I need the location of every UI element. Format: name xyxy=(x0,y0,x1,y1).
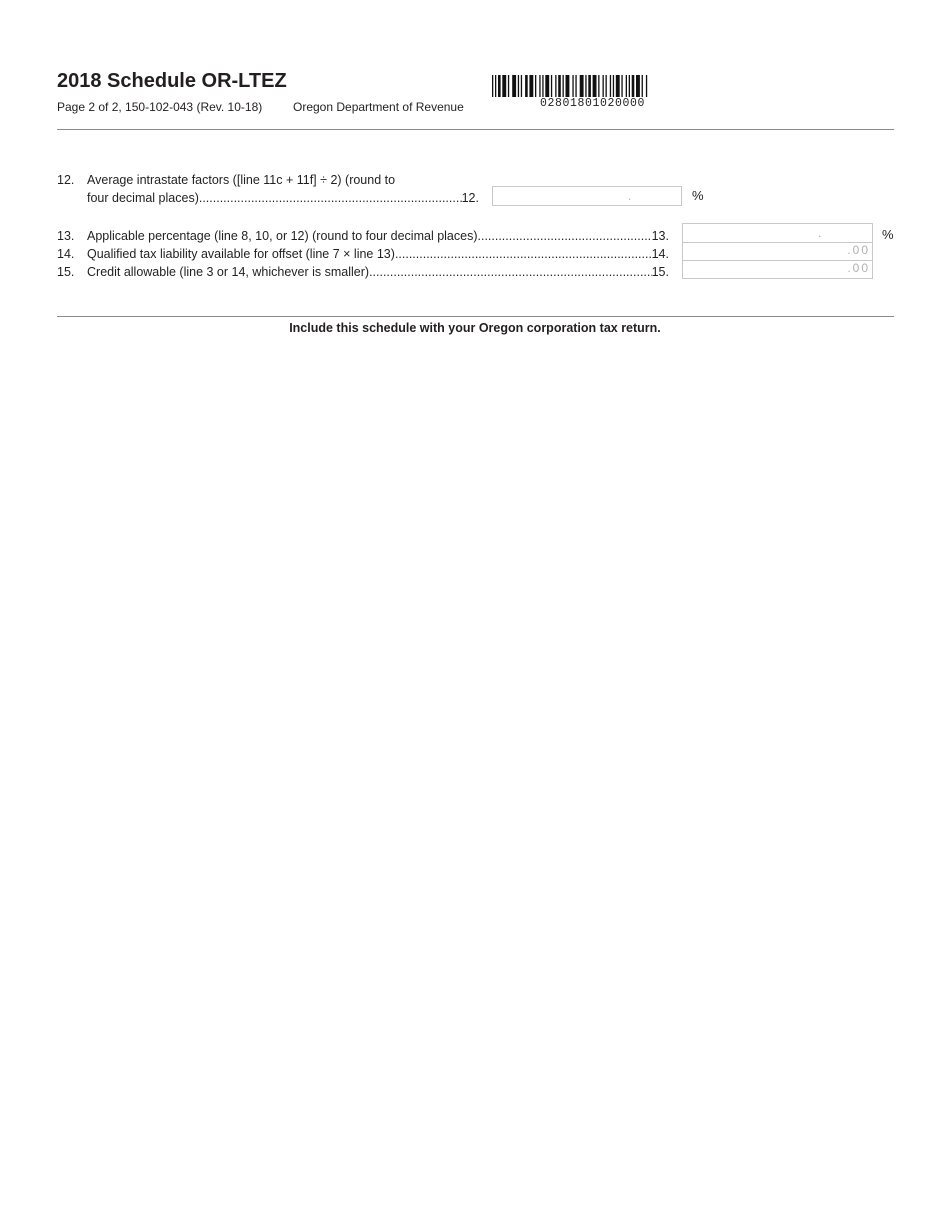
line-ref: 12. xyxy=(461,191,479,205)
barcode-bar xyxy=(610,75,611,97)
barcode-bar xyxy=(512,75,516,97)
form-subtitle: Page 2 of 2, 150-102-043 (Rev. 10-18) xyxy=(57,100,263,114)
percent-sign: % xyxy=(882,227,894,242)
line-number: 13. xyxy=(57,229,75,243)
barcode-bar xyxy=(551,75,552,97)
barcode-bar xyxy=(542,75,543,97)
barcode-bar xyxy=(642,75,643,97)
barcode-bar xyxy=(502,75,506,97)
line-15 xyxy=(57,265,669,279)
barcode-bar xyxy=(566,75,570,97)
line-ref: 15. xyxy=(651,265,669,279)
line-ref: 13. xyxy=(651,229,669,243)
dot-leader xyxy=(478,229,652,243)
dot-leader xyxy=(369,265,652,279)
barcode-bar xyxy=(585,75,586,97)
barcode-bar xyxy=(508,75,509,97)
line-12-input[interactable] xyxy=(492,186,682,206)
dot-leader xyxy=(395,247,652,261)
decimal-placeholder: . xyxy=(628,189,634,203)
line-13 xyxy=(57,229,669,243)
barcode-bar xyxy=(539,75,540,97)
barcode-bar xyxy=(572,75,573,97)
barcode-bar xyxy=(626,75,627,97)
barcode-bar xyxy=(492,75,493,97)
line-label: Applicable percentage (line 8, 10, or 12) (round to four decimal places) xyxy=(87,229,478,243)
cents-placeholder: .00 xyxy=(847,243,870,257)
barcode-bar xyxy=(563,75,564,97)
department-name: Oregon Department of Revenue xyxy=(293,100,464,114)
barcode-bar xyxy=(646,75,647,97)
barcode-bar xyxy=(518,75,519,97)
barcode-bar xyxy=(636,75,640,97)
line-13-input[interactable] xyxy=(682,223,873,243)
barcode-bar xyxy=(616,75,620,97)
barcode-bar xyxy=(629,75,630,97)
barcode-bar xyxy=(555,75,556,97)
barcode-bar xyxy=(606,75,607,97)
form-title: 2018 Schedule OR-LTEZ xyxy=(57,70,287,92)
barcode-bar xyxy=(498,75,501,97)
barcode-bar xyxy=(580,75,584,97)
barcode-bar xyxy=(603,75,604,97)
barcode-bar xyxy=(545,75,549,97)
line-label: Average intrastate factors ([line 11c + 11f] ÷ 2) (round to xyxy=(87,173,396,187)
barcode-number: 02801801020000 xyxy=(540,97,646,110)
barcode-bar xyxy=(521,75,522,97)
barcode-bar xyxy=(575,75,576,97)
barcode-bar xyxy=(632,75,635,97)
dot-leader xyxy=(199,191,462,205)
decimal-placeholder: . xyxy=(818,226,824,240)
barcode-bar xyxy=(525,75,528,97)
line-label: four decimal places) xyxy=(87,191,199,205)
barcode-bar xyxy=(495,75,496,97)
cents-placeholder: .00 xyxy=(847,261,870,275)
barcode-bar xyxy=(558,75,561,97)
line-label: Qualified tax liability available for offset (line 7 × line 13) xyxy=(87,247,395,261)
footer-instruction: Include this schedule with your Oregon corporation tax return. xyxy=(289,321,661,335)
line-14-input[interactable] xyxy=(682,242,873,261)
barcode-bar xyxy=(529,75,533,97)
line-12-continued xyxy=(87,191,479,205)
line-number: 12. xyxy=(57,173,75,187)
barcode-bar xyxy=(621,75,622,97)
barcode-bar xyxy=(588,75,591,97)
line-14 xyxy=(57,247,669,261)
barcode xyxy=(492,75,704,97)
barcode-bar xyxy=(535,75,536,97)
barcode-bar xyxy=(598,75,599,97)
line-label: Credit allowable (line 3 or 14, whichever is smaller) xyxy=(87,265,370,279)
line-number: 15. xyxy=(57,265,75,279)
line-ref: 14. xyxy=(651,247,669,261)
barcode-bar xyxy=(593,75,597,97)
footer-divider xyxy=(57,316,894,317)
line-number: 14. xyxy=(57,247,75,261)
line-15-input[interactable] xyxy=(682,260,873,279)
percent-sign: % xyxy=(692,188,704,203)
header-divider xyxy=(57,129,894,130)
barcode-bar xyxy=(613,75,614,97)
